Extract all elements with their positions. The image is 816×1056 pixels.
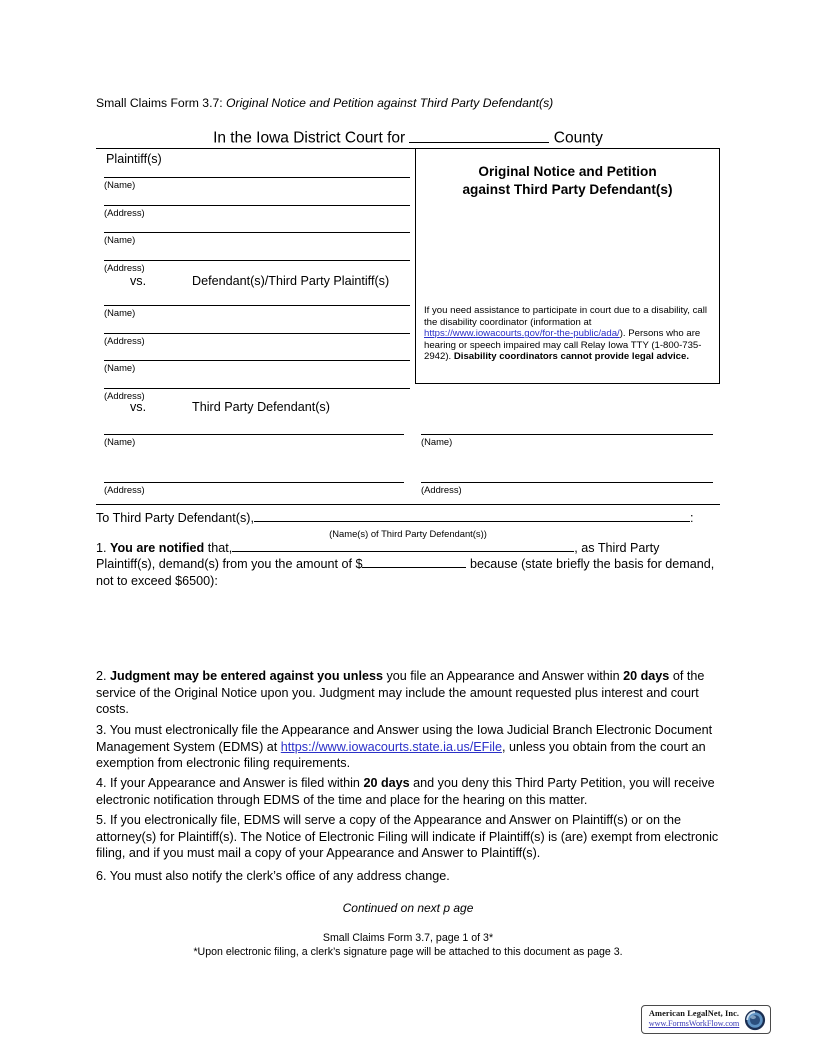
para2-number: 2.	[96, 669, 107, 683]
footer-form-ref: Small Claims Form 3.7, page 1 of 3*	[322, 932, 494, 944]
name-caption-5: (Name)	[104, 436, 136, 447]
paragraph-5	[96, 812, 720, 862]
form-id-title: Original Notice and Petition against Third Party Defendant(s)	[226, 96, 554, 110]
para4-number: 4.	[96, 776, 107, 790]
paragraph-2	[96, 668, 720, 718]
plaintiff-name-rule-1[interactable]	[104, 177, 410, 178]
plaintiff-name-rule-2[interactable]	[104, 232, 410, 233]
vs-label-2: vs.	[130, 400, 147, 414]
para1-bold-lead: You are notified	[110, 541, 205, 555]
para2-bold-lead: Judgment may be entered against you unless	[110, 669, 383, 683]
para4-bold-days: 20 days	[363, 776, 410, 790]
legalnet-company-name: American LegalNet, Inc.	[648, 1009, 740, 1018]
notice-title-box	[415, 149, 720, 384]
tpd-name-rule-right[interactable]	[421, 434, 713, 435]
plaintiff-label: Plaintiff(s)	[106, 152, 162, 166]
globe-icon	[744, 1009, 766, 1031]
form-identifier	[96, 96, 553, 110]
notice-title	[416, 163, 719, 199]
to-line-label: To Third Party Defendant(s),	[96, 511, 254, 525]
to-line-end: :	[689, 511, 694, 525]
tpd-address-rule-right[interactable]	[421, 482, 713, 483]
para3-number: 3.	[96, 723, 107, 737]
name-caption-3: (Name)	[104, 307, 136, 318]
court-suffix-text: County	[553, 129, 603, 147]
ada-text-part-1: If you need assistance to participate in court due to a disability, call the disability coordinator (information at	[424, 305, 707, 328]
paragraph-1	[96, 540, 720, 589]
continued-notice: Continued on next p age	[342, 901, 474, 915]
footer-form-note: *Upon electronic filing, a clerk’s signature page will be attached to this document as page 3.	[193, 946, 623, 958]
para6-number: 6.	[96, 869, 107, 883]
address-caption-3: (Address)	[104, 335, 145, 346]
para3-text-a: You must electronically file the Appearance and Answer using the Iowa Judicial Branch Electronic Document Management System (EDMS) at	[96, 723, 713, 754]
para1-amount-blank-field[interactable]	[362, 567, 466, 568]
address-caption-1: (Address)	[104, 207, 145, 218]
para3-text-b: , unless you obtain from the court an exemption from electronic filing requirements.	[96, 739, 706, 771]
defendant-third-party-plaintiff-label: Defendant(s)/Third Party Plaintiff(s)	[192, 274, 390, 288]
plaintiff-address-rule-1[interactable]	[104, 205, 410, 206]
defendant-name-rule-2[interactable]	[104, 360, 410, 361]
plaintiff-address-rule-2[interactable]	[104, 260, 410, 261]
para1-plaintiff-blank-field[interactable]	[232, 551, 574, 552]
ada-accessibility-notice	[424, 305, 713, 363]
para1-text-b: , as Third Party Plaintiff(s), demand(s) from you the amount of $	[96, 541, 660, 572]
third-party-defendant-label: Third Party Defendant(s)	[192, 400, 330, 414]
name-caption-6: (Name)	[421, 436, 453, 447]
paragraph-6	[96, 868, 720, 885]
legalnet-text-block	[646, 1009, 742, 1028]
defendant-address-rule-2[interactable]	[104, 388, 410, 389]
paragraph-4	[96, 775, 720, 808]
ada-link[interactable]: https://www.iowacourts.gov/for-the-public/ada/	[424, 328, 620, 340]
ada-text-part-2: ). Persons who are hearing or speech impaired may call Relay Iowa TTY (1-800-735-2942).	[424, 328, 702, 363]
para5-number: 5.	[96, 813, 107, 827]
para2-text-b: of the service of the Original Notice upon you. Judgment may include the amount requested plus interest and court costs.	[96, 669, 705, 717]
para6-text: You must also notify the clerk’s office of any address change.	[109, 869, 450, 883]
caption-box	[96, 148, 720, 505]
to-names-blank-field[interactable]	[254, 521, 690, 522]
para4-text-a: If your Appearance and Answer is filed within	[110, 776, 360, 790]
notice-title-line-1: Original Notice and Petition	[478, 164, 657, 179]
notice-title-line-2: against Third Party Defendant(s)	[462, 182, 673, 197]
to-third-party-defendant-line	[96, 511, 720, 525]
para5-text: If you electronically file, EDMS will serve a copy of the Appearance and Answer on Plaintiff(s) or on the attorney(s) for Plaintiff(s). The Notice of Electronic Filing will indicate if Plaintiff(s) is (are) exempt from electronic filing, and if you must mail a copy of your Appearance and Answer to Plaintiff(s).	[96, 813, 719, 861]
para4-text-b: and you deny this Third Party Petition, you will receive electronic notification through EDMS of the time and place for the hearing on this matter.	[96, 776, 715, 807]
american-legalnet-badge[interactable]	[641, 1005, 771, 1034]
tpd-address-rule-left[interactable]	[104, 482, 404, 483]
defendant-address-rule-1[interactable]	[104, 333, 410, 334]
ada-text-bold: Disability coordinators cannot provide legal advice.	[453, 351, 689, 363]
vs-label-1: vs.	[130, 274, 147, 288]
legalnet-url[interactable]: www.FormsWorkFlow.com	[648, 1019, 740, 1028]
caption-left-column	[96, 149, 416, 504]
county-blank-field[interactable]	[409, 126, 549, 143]
name-caption-2: (Name)	[104, 234, 136, 245]
address-caption-4: (Address)	[104, 390, 145, 401]
para2-text-a: you file an Appearance and Answer within	[386, 669, 620, 683]
court-prefix-text: In the Iowa District Court for	[213, 129, 406, 147]
para1-number: 1.	[96, 541, 107, 555]
to-line-caption: (Name(s) of Third Party Defendant(s))	[329, 528, 487, 539]
name-caption-4: (Name)	[104, 362, 136, 373]
address-caption-5: (Address)	[104, 484, 145, 495]
name-caption-1: (Name)	[104, 179, 136, 190]
para1-text-a: that,	[207, 541, 233, 555]
address-caption-2: (Address)	[104, 262, 145, 273]
edms-link[interactable]: https://www.iowacourts.state.ia.us/EFile	[280, 739, 502, 754]
address-caption-6: (Address)	[421, 484, 462, 495]
para2-bold-days: 20 days	[623, 669, 670, 683]
defendant-name-rule-1[interactable]	[104, 305, 410, 306]
footer-reference	[96, 931, 720, 959]
form-id-prefix: Small Claims Form 3.7:	[96, 96, 223, 110]
para1-text-c: because (state briefly the basis for demand, not to exceed $6500):	[96, 557, 715, 588]
paragraph-3	[96, 722, 720, 772]
tpd-name-rule-left[interactable]	[104, 434, 404, 435]
court-caption-title	[96, 126, 720, 148]
